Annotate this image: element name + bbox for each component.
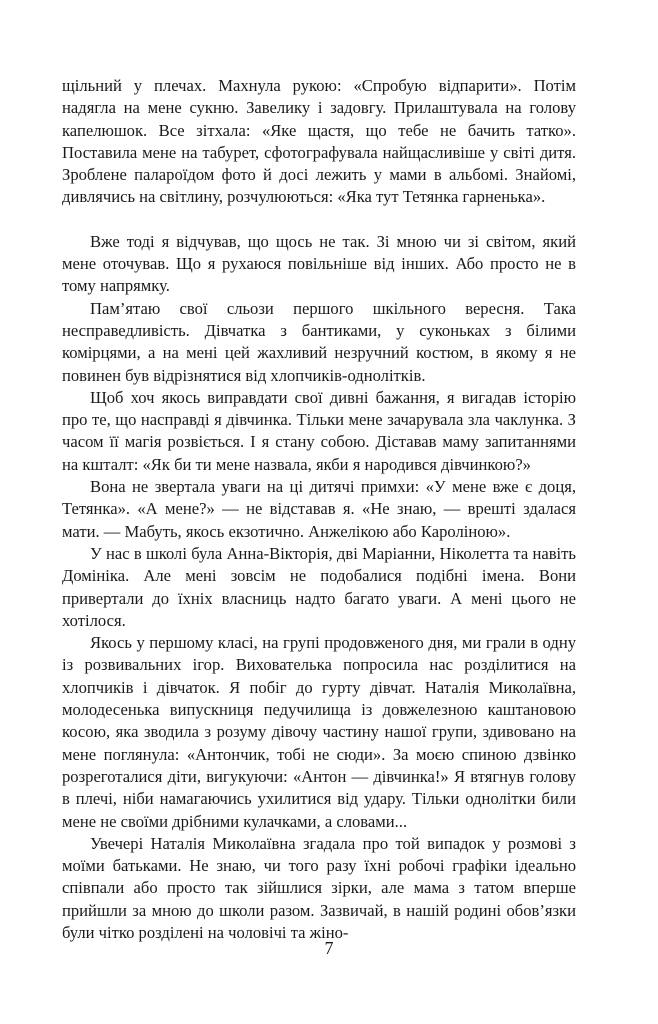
paragraph: Увечері Наталія Миколаївна згадала про той випадок у розмові з моїми батьками. Не знаю, чи того разу їхні робочі графіки ідеально співпали або просто так зійшлися зірки, але мама з татом вперше прийшли за мною до школи разом. Зазвичай, в нашій родині обов’язки були чітко розділені на чоловічі та жіно- — [62, 833, 576, 942]
paragraph: Вона не звертала уваги на ці дитячі примхи: «У мене вже є доця, Тетянка». «А мене?» — не відставав я. «Не знаю, — врешті здалася мати. — Мабуть, якось екзотично. Анжелікою або Кароліною». — [62, 477, 576, 541]
paragraph: Щоб хоч якось виправдати свої дивні бажання, я вигадав історію про те, що насправді я дівчинка. Тільки мене зачарувала зла чаклунка. З часом її магія розвіється. І я стану собою. Діставав маму запитаннями на кшталт: «Як би ти мене назвала, якби я народився дівчинкою?» — [62, 387, 576, 474]
page-number: 7 — [324, 938, 334, 958]
paragraph: Пам’ятаю свої сльози першого шкільного вересня. Така несправедливість. Дівчатка з бантиками, у суконьках з білими комірцями, а на мені цей жахливий незручний костюм, в якому я не повинен був відрізнятися від хлопчиків-однолітків. — [62, 298, 576, 385]
paragraph: У нас в школі була Анна-Вікторія, дві Маріанни, Ніколетта та навіть Домініка. Але мені зовсім не подобалися подібні імена. Вони привертали до їхніх власниць надто багато уваги. А мені цього не хотілося. — [62, 543, 576, 630]
paragraph: Якось у першому класі, на групі продовженого дня, ми грали в одну із розвивальних ігор. Вихователька попросила нас розділитися на хлопчиків і дівчаток. Я побіг до гурту дівчат. Наталія Миколаївна, молодесенька випускниця педучилища із довжелезною каштановою косою, яка зводила з розуму дівочу частину нашої групи, здивовано на мене поглянула: «Антончик, тобі не сюди». За моєю спиною дзвінко розреготалися діти, вигукуючи: «Антон — дівчинка!» Я втягнув голову в плечі, ніби намагаючись ухилитися від удару. Тільки однолітки били мене не своїми дрібними кулачками, а словами... — [62, 633, 576, 831]
paragraph: щільний у плечах. Махнула рукою: «Спробую відпарити». Потім надягла на мене сукню. Завелику і задовгу. Прилаштувала на голову капелюшок. Все зітхала: «Яке щастя, що тебе не бачить татко». Поставила мене на табурет, сфотографувала найщасливіше у світі дитя. Зроблене палароїдом фото й досі лежить у мами в альбомі. Знайомі, дивлячись на світлину, розчулюються: «Яка тут Тетянка гарненька». — [62, 76, 576, 207]
paragraph: Вже тоді я відчував, що щось не так. Зі мною чи зі світом, який мене оточував. Що я рухаюся повільніше від інших. Або просто не в тому напрямку. — [62, 231, 576, 296]
section-gap — [62, 209, 576, 231]
page-body — [62, 75, 576, 944]
